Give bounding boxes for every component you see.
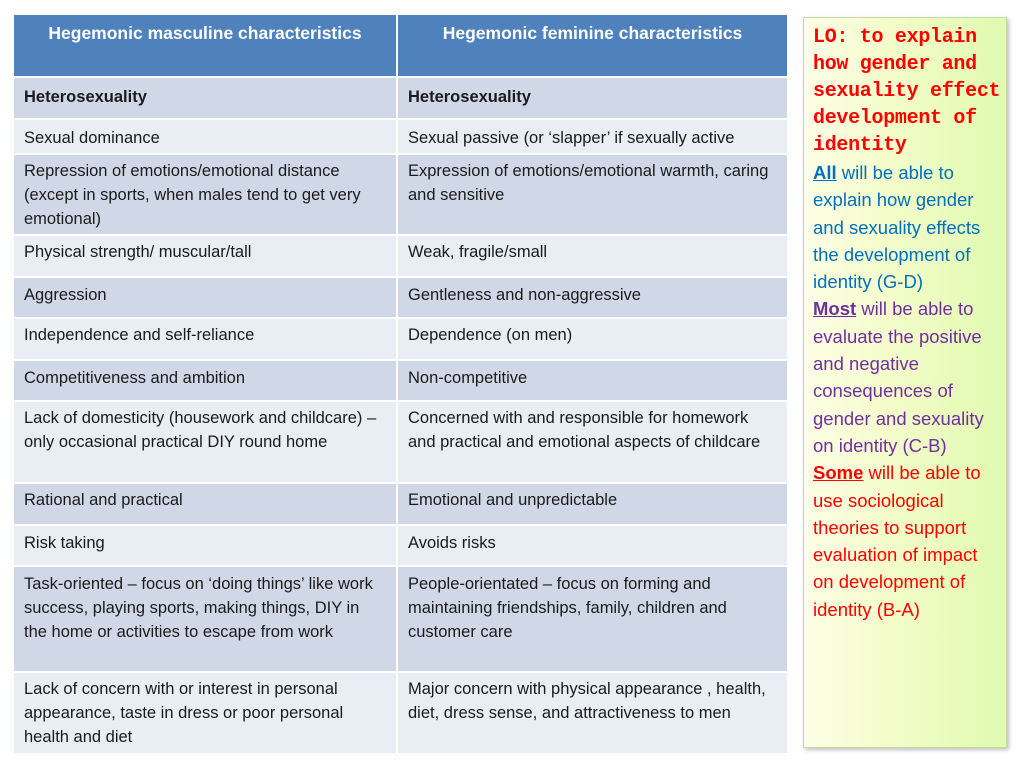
objective-some-keyword: Some — [813, 462, 864, 484]
objective-most-text: will be able to evaluate the positive and negative consequences of gender and sexuality on identity (C-B) — [813, 298, 984, 456]
table-row — [13, 525, 788, 566]
feminine-column-header: Hegemonic feminine characteristics — [397, 14, 788, 77]
table-row — [13, 483, 788, 525]
objective-all-keyword: All — [813, 162, 837, 183]
learning-objectives-box — [803, 17, 1007, 748]
masculine-cell: Lack of domesticity (housework and childcare) – only occasional practical DIY round home — [13, 401, 397, 483]
feminine-cell: Non-competitive — [397, 360, 788, 401]
masculine-cell: Lack of concern with or interest in personal appearance, taste in dress or poor personal health and diet — [13, 672, 397, 754]
objective-all-text: will be able to explain how gender and sexuality effects the development of identity (G-D) — [813, 162, 981, 293]
feminine-cell: Heterosexuality — [397, 77, 788, 119]
feminine-cell: Gentleness and non-aggressive — [397, 277, 788, 318]
table-row — [13, 277, 788, 318]
table-row — [13, 566, 788, 672]
table-row — [13, 154, 788, 235]
table-header-row — [13, 14, 788, 77]
objective-some — [813, 459, 1002, 623]
feminine-cell: Expression of emotions/emotional warmth, caring and sensitive — [397, 154, 788, 235]
feminine-cell: Concerned with and responsible for homework and practical and emotional aspects of childcare — [397, 401, 788, 483]
feminine-cell: Weak, fragile/small — [397, 235, 788, 277]
feminine-cell: People-orientated – focus on forming and maintaining friendships, family, children and customer care — [397, 566, 788, 672]
objective-all — [813, 159, 1002, 295]
masculine-cell: Heterosexuality — [13, 77, 397, 119]
objective-most — [813, 295, 1002, 459]
table-row — [13, 360, 788, 401]
masculine-cell: Physical strength/ muscular/tall — [13, 235, 397, 277]
feminine-cell: Major concern with physical appearance , health, diet, dress sense, and attractiveness to men — [397, 672, 788, 754]
masculine-cell: Risk taking — [13, 525, 397, 566]
learning-objective-heading: LO: to explain how gender and sexuality effect development of identity — [813, 26, 1001, 157]
characteristics-table — [12, 13, 789, 755]
table-row — [13, 235, 788, 277]
feminine-cell: Emotional and unpredictable — [397, 483, 788, 525]
feminine-cell: Sexual passive (or ‘slapper’ if sexually active — [397, 119, 788, 154]
feminine-cell: Avoids risks — [397, 525, 788, 566]
masculine-cell: Rational and practical — [13, 483, 397, 525]
masculine-column-header: Hegemonic masculine characteristics — [13, 14, 397, 77]
masculine-cell: Task-oriented – focus on ‘doing things’ like work success, playing sports, making things, DIY in the home or activities to escape from work — [13, 566, 397, 672]
table-row — [13, 119, 788, 154]
masculine-cell: Independence and self-reliance — [13, 318, 397, 360]
table-row — [13, 672, 788, 754]
objective-most-keyword: Most — [813, 298, 857, 320]
table-row — [13, 77, 788, 119]
objective-some-text: will be able to use sociological theories to support evaluation of impact on development of identity (B-A) — [813, 462, 981, 620]
feminine-cell: Dependence (on men) — [397, 318, 788, 360]
masculine-cell: Sexual dominance — [13, 119, 397, 154]
masculine-cell: Aggression — [13, 277, 397, 318]
table-row — [13, 318, 788, 360]
masculine-cell: Competitiveness and ambition — [13, 360, 397, 401]
table-row — [13, 401, 788, 483]
masculine-cell: Repression of emotions/emotional distance (except in sports, when males tend to get very emotional) — [13, 154, 397, 235]
